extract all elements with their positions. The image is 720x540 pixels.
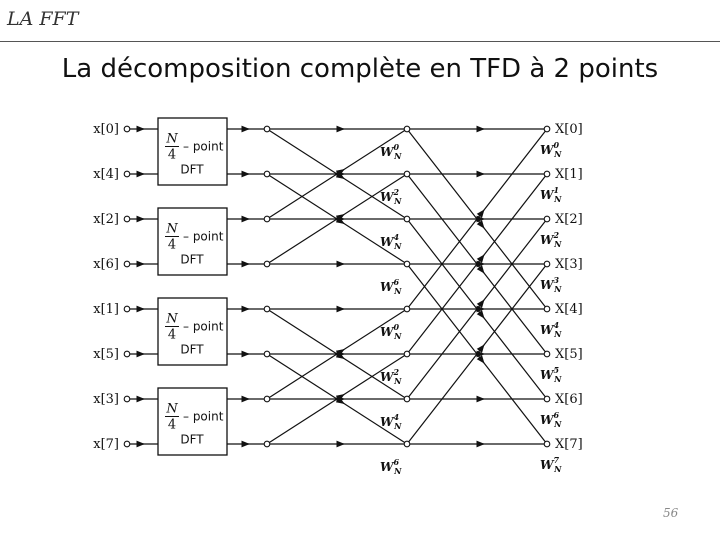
stage1-node	[264, 171, 270, 177]
twiddle-stage3: $W^2$ N	[540, 230, 562, 249]
stage1-node	[264, 216, 270, 222]
dft-denominator: 4	[167, 147, 177, 163]
dft-label: DFT	[180, 162, 204, 177]
dft-numerator: N	[166, 401, 178, 417]
flow-arrow	[337, 350, 344, 355]
flow-arrow	[337, 174, 344, 179]
dft-label: DFT	[180, 432, 204, 447]
flow-arrow	[477, 309, 484, 318]
stage2-node	[404, 351, 410, 357]
dft-block	[158, 298, 227, 365]
twiddle-stage2: $W^4$ N	[380, 232, 402, 251]
output-node	[544, 126, 550, 132]
flow-arrow	[477, 345, 484, 354]
twiddle-stage3: $W^4$ N	[540, 320, 562, 339]
dft-denominator: 4	[167, 327, 177, 343]
input-label: x[3]	[93, 392, 119, 407]
dft-block	[158, 388, 227, 455]
dft-denominator: 4	[167, 237, 177, 253]
flow-arrow	[337, 395, 344, 400]
dft-blocks	[158, 118, 227, 455]
flow-arrow	[337, 399, 344, 404]
output-node	[544, 306, 550, 312]
flow-arrow	[477, 219, 484, 228]
twiddle-stage3: $W^5$ N	[540, 365, 562, 384]
input-node	[124, 306, 130, 312]
stage2-node	[404, 171, 410, 177]
dft-denominator: 4	[167, 417, 177, 433]
flow-arrow	[477, 300, 484, 309]
twiddle-stage2: $W^0$ N	[380, 142, 402, 161]
input-node	[124, 396, 130, 402]
twiddle-stage2: $W^6$ N	[380, 457, 402, 476]
input-node	[124, 126, 130, 132]
output-label: X[2]	[555, 212, 583, 227]
dft-suffix: – point	[183, 139, 224, 154]
input-node	[124, 216, 130, 222]
input-label: x[2]	[93, 212, 119, 227]
flow-arrow	[337, 170, 344, 175]
stage2-node	[404, 216, 410, 222]
dft-label: DFT	[180, 342, 204, 357]
stage1-node	[264, 396, 270, 402]
output-label: X[0]	[555, 122, 583, 137]
output-node	[544, 171, 550, 177]
input-node	[124, 351, 130, 357]
flow-arrow	[337, 215, 344, 220]
output-node	[544, 261, 550, 267]
output-node	[544, 351, 550, 357]
input-label: x[7]	[93, 437, 119, 452]
slide-number: 56	[663, 506, 679, 520]
input-node	[124, 171, 130, 177]
twiddle-stage2: $W^0$ N	[380, 322, 402, 341]
twiddle-stage3: $W^0$ N	[540, 140, 562, 159]
output-label: X[6]	[555, 392, 583, 407]
twiddle-stage2: $W^4$ N	[380, 412, 402, 431]
twiddle-stage2: $W^6$ N	[380, 277, 402, 296]
stage2-node	[404, 126, 410, 132]
output-label: X[1]	[555, 167, 583, 182]
twiddle-stage3: $W^1$ N	[540, 185, 562, 204]
twiddle-stage3: $W^6$ N	[540, 410, 562, 429]
input-node	[124, 441, 130, 447]
dft-block	[158, 208, 227, 275]
twiddle-stage3: $W^7$ N	[540, 455, 562, 474]
stage2-node	[404, 441, 410, 447]
dft-numerator: N	[166, 311, 178, 327]
stage1-node	[264, 441, 270, 447]
stage1-node	[264, 261, 270, 267]
flow-arrow	[477, 255, 484, 264]
output-node	[544, 441, 550, 447]
dft-suffix: – point	[183, 409, 224, 424]
flow-arrow	[477, 210, 484, 219]
input-label: x[4]	[93, 167, 119, 182]
dft-numerator: N	[166, 221, 178, 237]
flow-arrow	[337, 354, 344, 359]
stage2-node	[404, 306, 410, 312]
dft-label: DFT	[180, 252, 204, 267]
input-node	[124, 261, 130, 267]
twiddle-stage2: $W^2$ N	[380, 367, 402, 386]
flow-arrow	[477, 354, 484, 363]
input-label: x[0]	[93, 122, 119, 137]
flow-arrow	[337, 219, 344, 224]
stage2-node	[404, 396, 410, 402]
stage1-node	[264, 126, 270, 132]
stage2-node	[404, 261, 410, 267]
output-label: X[4]	[555, 302, 583, 317]
output-node	[544, 216, 550, 222]
input-label: x[6]	[93, 257, 119, 272]
output-node	[544, 396, 550, 402]
output-label: X[7]	[555, 437, 583, 452]
twiddle-stage3: $W^3$ N	[540, 275, 562, 294]
dft-suffix: – point	[183, 319, 224, 334]
twiddle-stage2: $W^2$ N	[380, 187, 402, 206]
stage1-node	[264, 351, 270, 357]
output-label: X[3]	[555, 257, 583, 272]
input-label: x[5]	[93, 347, 119, 362]
dft-suffix: – point	[183, 229, 224, 244]
input-label: x[1]	[93, 302, 119, 317]
flow-arrow	[477, 264, 484, 273]
dft-numerator: N	[166, 131, 178, 147]
output-label: X[5]	[555, 347, 583, 362]
dft-block	[158, 118, 227, 185]
stage1-node	[264, 306, 270, 312]
slide-title: La décomposition complète en TFD à 2 points	[61, 54, 659, 84]
section-title: LA FFT	[7, 8, 79, 30]
